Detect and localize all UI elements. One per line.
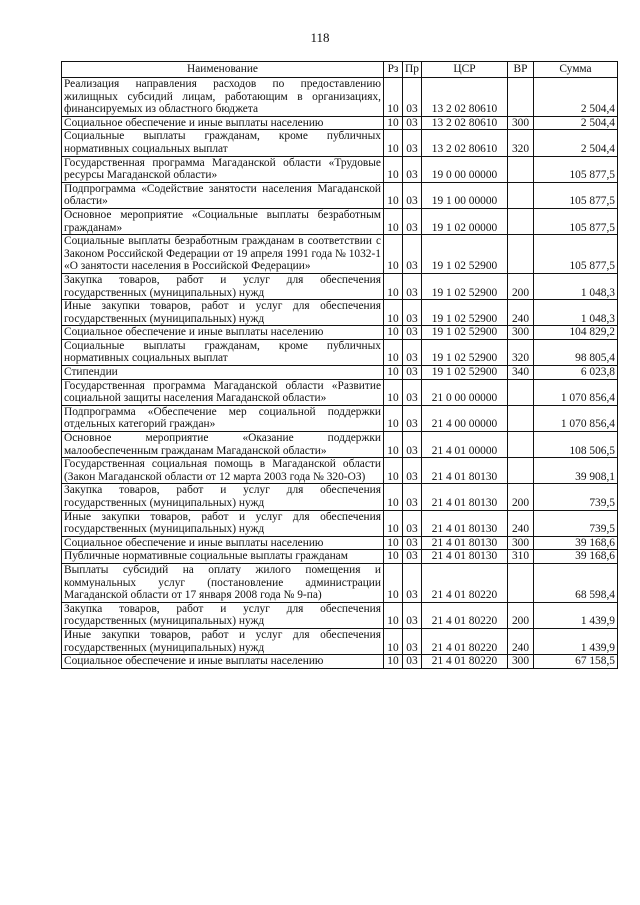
cell-rz: 10: [384, 628, 403, 654]
cell-csr: 19 1 02 52900: [422, 300, 508, 326]
header-sum: Сумма: [534, 62, 618, 78]
cell-sum: 739,5: [534, 484, 618, 510]
cell-pr: 03: [403, 405, 422, 431]
cell-csr: 13 2 02 80610: [422, 130, 508, 156]
table-row: [62, 116, 618, 130]
cell-pr: 03: [403, 130, 422, 156]
cell-csr: 13 2 02 80610: [422, 116, 508, 130]
cell-pr: 03: [403, 182, 422, 208]
cell-rz: 10: [384, 366, 403, 380]
cell-csr: 21 4 01 00000: [422, 432, 508, 458]
cell-pr: 03: [403, 510, 422, 536]
cell-vr: [508, 432, 534, 458]
table-row: [62, 510, 618, 536]
cell-csr: 21 4 01 80220: [422, 563, 508, 602]
cell-vr: 300: [508, 326, 534, 340]
cell-rz: 10: [384, 432, 403, 458]
table-row: [62, 78, 618, 117]
header-vr: ВР: [508, 62, 534, 78]
cell-rz: 10: [384, 458, 403, 484]
cell-csr: 21 4 01 80130: [422, 458, 508, 484]
budget-table: [61, 61, 618, 669]
cell-vr: [508, 458, 534, 484]
table-row: [62, 536, 618, 550]
cell-rz: 10: [384, 563, 403, 602]
cell-vr: 240: [508, 628, 534, 654]
cell-sum: 105 877,5: [534, 235, 618, 274]
cell-rz: 10: [384, 655, 403, 669]
table-row: [62, 208, 618, 234]
cell-pr: 03: [403, 628, 422, 654]
page-number: 118: [310, 30, 330, 45]
cell-rz: 10: [384, 405, 403, 431]
cell-csr: 19 0 00 00000: [422, 156, 508, 182]
cell-sum: 1 439,9: [534, 628, 618, 654]
cell-sum: 67 158,5: [534, 655, 618, 669]
cell-csr: 19 1 02 52900: [422, 366, 508, 380]
cell-name: Основное мероприятие «Оказание поддержки малообеспеченным гражданам Магаданской области»: [62, 432, 384, 458]
cell-vr: 240: [508, 510, 534, 536]
cell-rz: 10: [384, 273, 403, 299]
cell-name: Реализация направления расходов по предоставлению жилищных субсидий лицам, работающим в организациях, финансируемых из областного бюджета: [62, 78, 384, 117]
cell-sum: 1 048,3: [534, 300, 618, 326]
cell-vr: 300: [508, 536, 534, 550]
header-csr: ЦСР: [422, 62, 508, 78]
cell-rz: 10: [384, 536, 403, 550]
cell-sum: 1 070 856,4: [534, 405, 618, 431]
cell-vr: [508, 78, 534, 117]
cell-csr: 19 1 02 52900: [422, 235, 508, 274]
cell-name: Социальные выплаты безработным гражданам в соответствии с Законом Российской Федерации от 19 апреля 1991 года № 1032-1 «О занятости населения в Российской Федерации»: [62, 235, 384, 274]
cell-csr: 19 1 02 52900: [422, 273, 508, 299]
cell-rz: 10: [384, 235, 403, 274]
header-pr: Пр: [403, 62, 422, 78]
table-row: [62, 628, 618, 654]
cell-rz: 10: [384, 379, 403, 405]
cell-name: Социальное обеспечение и иные выплаты населению: [62, 655, 384, 669]
cell-csr: 19 1 02 00000: [422, 208, 508, 234]
cell-sum: 68 598,4: [534, 563, 618, 602]
cell-csr: 21 4 01 80130: [422, 510, 508, 536]
cell-csr: 21 4 01 80220: [422, 628, 508, 654]
cell-csr: 21 4 01 80130: [422, 550, 508, 564]
cell-vr: [508, 405, 534, 431]
cell-name: Государственная программа Магаданской области «Трудовые ресурсы Магаданской области»: [62, 156, 384, 182]
cell-csr: 21 4 01 80130: [422, 484, 508, 510]
cell-vr: 240: [508, 300, 534, 326]
cell-rz: 10: [384, 208, 403, 234]
cell-name: Иные закупки товаров, работ и услуг для обеспечения государственных (муниципальных) нужд: [62, 300, 384, 326]
cell-name: Публичные нормативные социальные выплаты гражданам: [62, 550, 384, 564]
cell-sum: 6 023,8: [534, 366, 618, 380]
cell-name: Подпрограмма «Обеспечение мер социальной поддержки отдельных категорий граждан»: [62, 405, 384, 431]
cell-rz: 10: [384, 182, 403, 208]
table-row: [62, 130, 618, 156]
table-row: [62, 563, 618, 602]
table-row: [62, 300, 618, 326]
cell-pr: 03: [403, 78, 422, 117]
cell-rz: 10: [384, 484, 403, 510]
table-row: [62, 379, 618, 405]
cell-sum: 2 504,4: [534, 130, 618, 156]
table-header-row: [62, 62, 618, 78]
cell-csr: 21 0 00 00000: [422, 379, 508, 405]
cell-name: Закупка товаров, работ и услуг для обеспечения государственных (муниципальных) нужд: [62, 273, 384, 299]
cell-pr: 03: [403, 379, 422, 405]
cell-rz: 10: [384, 130, 403, 156]
cell-vr: 200: [508, 602, 534, 628]
cell-sum: 739,5: [534, 510, 618, 536]
cell-pr: 03: [403, 602, 422, 628]
cell-sum: 39 908,1: [534, 458, 618, 484]
table-row: [62, 458, 618, 484]
cell-name: Иные закупки товаров, работ и услуг для обеспечения государственных (муниципальных) нужд: [62, 510, 384, 536]
cell-sum: 1 048,3: [534, 273, 618, 299]
cell-pr: 03: [403, 235, 422, 274]
cell-pr: 03: [403, 484, 422, 510]
cell-pr: 03: [403, 300, 422, 326]
cell-vr: [508, 235, 534, 274]
cell-vr: [508, 156, 534, 182]
cell-pr: 03: [403, 536, 422, 550]
cell-pr: 03: [403, 550, 422, 564]
cell-csr: 21 4 01 80220: [422, 602, 508, 628]
cell-name: Основное мероприятие «Социальные выплаты безработным гражданам»: [62, 208, 384, 234]
cell-pr: 03: [403, 339, 422, 365]
cell-vr: 320: [508, 339, 534, 365]
cell-pr: 03: [403, 273, 422, 299]
table-row: [62, 156, 618, 182]
cell-rz: 10: [384, 326, 403, 340]
cell-name: Социальное обеспечение и иные выплаты населению: [62, 116, 384, 130]
cell-pr: 03: [403, 156, 422, 182]
cell-vr: 310: [508, 550, 534, 564]
cell-name: Подпрограмма «Содействие занятости населения Магаданской области»: [62, 182, 384, 208]
table-row: [62, 655, 618, 669]
table-row: [62, 484, 618, 510]
cell-name: Стипендии: [62, 366, 384, 380]
cell-name: Закупка товаров, работ и услуг для обеспечения государственных (муниципальных) нужд: [62, 484, 384, 510]
cell-pr: 03: [403, 432, 422, 458]
cell-vr: 340: [508, 366, 534, 380]
cell-name: Социальное обеспечение и иные выплаты населению: [62, 326, 384, 340]
table-row: [62, 405, 618, 431]
cell-vr: [508, 182, 534, 208]
cell-sum: 105 877,5: [534, 156, 618, 182]
cell-name: Закупка товаров, работ и услуг для обеспечения государственных (муниципальных) нужд: [62, 602, 384, 628]
table-row: [62, 602, 618, 628]
cell-vr: [508, 379, 534, 405]
cell-name: Социальные выплаты гражданам, кроме публичных нормативных социальных выплат: [62, 130, 384, 156]
cell-sum: 105 877,5: [534, 182, 618, 208]
table-row: [62, 182, 618, 208]
table-row: [62, 235, 618, 274]
table-row: [62, 550, 618, 564]
cell-vr: 320: [508, 130, 534, 156]
table-row: [62, 366, 618, 380]
cell-name: Выплаты субсидий на оплату жилого помещения и коммунальных услуг (постановление администрации Магаданской области от 17 января 2008 года № 9-па): [62, 563, 384, 602]
cell-sum: 1 070 856,4: [534, 379, 618, 405]
table-row: [62, 339, 618, 365]
cell-csr: 19 1 00 00000: [422, 182, 508, 208]
cell-rz: 10: [384, 550, 403, 564]
cell-sum: 105 877,5: [534, 208, 618, 234]
cell-name: Иные закупки товаров, работ и услуг для обеспечения государственных (муниципальных) нужд: [62, 628, 384, 654]
cell-pr: 03: [403, 116, 422, 130]
cell-sum: 108 506,5: [534, 432, 618, 458]
cell-csr: 13 2 02 80610: [422, 78, 508, 117]
cell-csr: 19 1 02 52900: [422, 339, 508, 365]
table-row: [62, 432, 618, 458]
cell-sum: 2 504,4: [534, 78, 618, 117]
cell-csr: 21 4 00 00000: [422, 405, 508, 431]
cell-sum: 39 168,6: [534, 536, 618, 550]
cell-sum: 1 439,9: [534, 602, 618, 628]
cell-vr: 200: [508, 484, 534, 510]
cell-csr: 21 4 01 80130: [422, 536, 508, 550]
cell-name: Социальные выплаты гражданам, кроме публичных нормативных социальных выплат: [62, 339, 384, 365]
cell-rz: 10: [384, 510, 403, 536]
cell-vr: [508, 563, 534, 602]
cell-pr: 03: [403, 563, 422, 602]
table-row: [62, 326, 618, 340]
table-body: [62, 78, 618, 669]
cell-sum: 98 805,4: [534, 339, 618, 365]
cell-rz: 10: [384, 78, 403, 117]
cell-rz: 10: [384, 339, 403, 365]
cell-pr: 03: [403, 366, 422, 380]
cell-name: Государственная программа Магаданской области «Развитие социальной защиты населения Магаданской области»: [62, 379, 384, 405]
cell-csr: 21 4 01 80220: [422, 655, 508, 669]
cell-vr: [508, 208, 534, 234]
cell-name: Социальное обеспечение и иные выплаты населению: [62, 536, 384, 550]
cell-vr: 300: [508, 655, 534, 669]
cell-vr: 300: [508, 116, 534, 130]
cell-sum: 39 168,6: [534, 550, 618, 564]
cell-pr: 03: [403, 458, 422, 484]
cell-rz: 10: [384, 116, 403, 130]
cell-rz: 10: [384, 602, 403, 628]
cell-sum: 104 829,2: [534, 326, 618, 340]
header-name: Наименование: [62, 62, 384, 78]
cell-sum: 2 504,4: [534, 116, 618, 130]
table-row: [62, 273, 618, 299]
header-rz: Рз: [384, 62, 403, 78]
cell-pr: 03: [403, 326, 422, 340]
cell-vr: 200: [508, 273, 534, 299]
cell-pr: 03: [403, 655, 422, 669]
cell-rz: 10: [384, 300, 403, 326]
cell-rz: 10: [384, 156, 403, 182]
cell-pr: 03: [403, 208, 422, 234]
cell-name: Государственная социальная помощь в Магаданской области (Закон Магаданской области от 12 марта 2003 года № 320-ОЗ): [62, 458, 384, 484]
cell-csr: 19 1 02 52900: [422, 326, 508, 340]
